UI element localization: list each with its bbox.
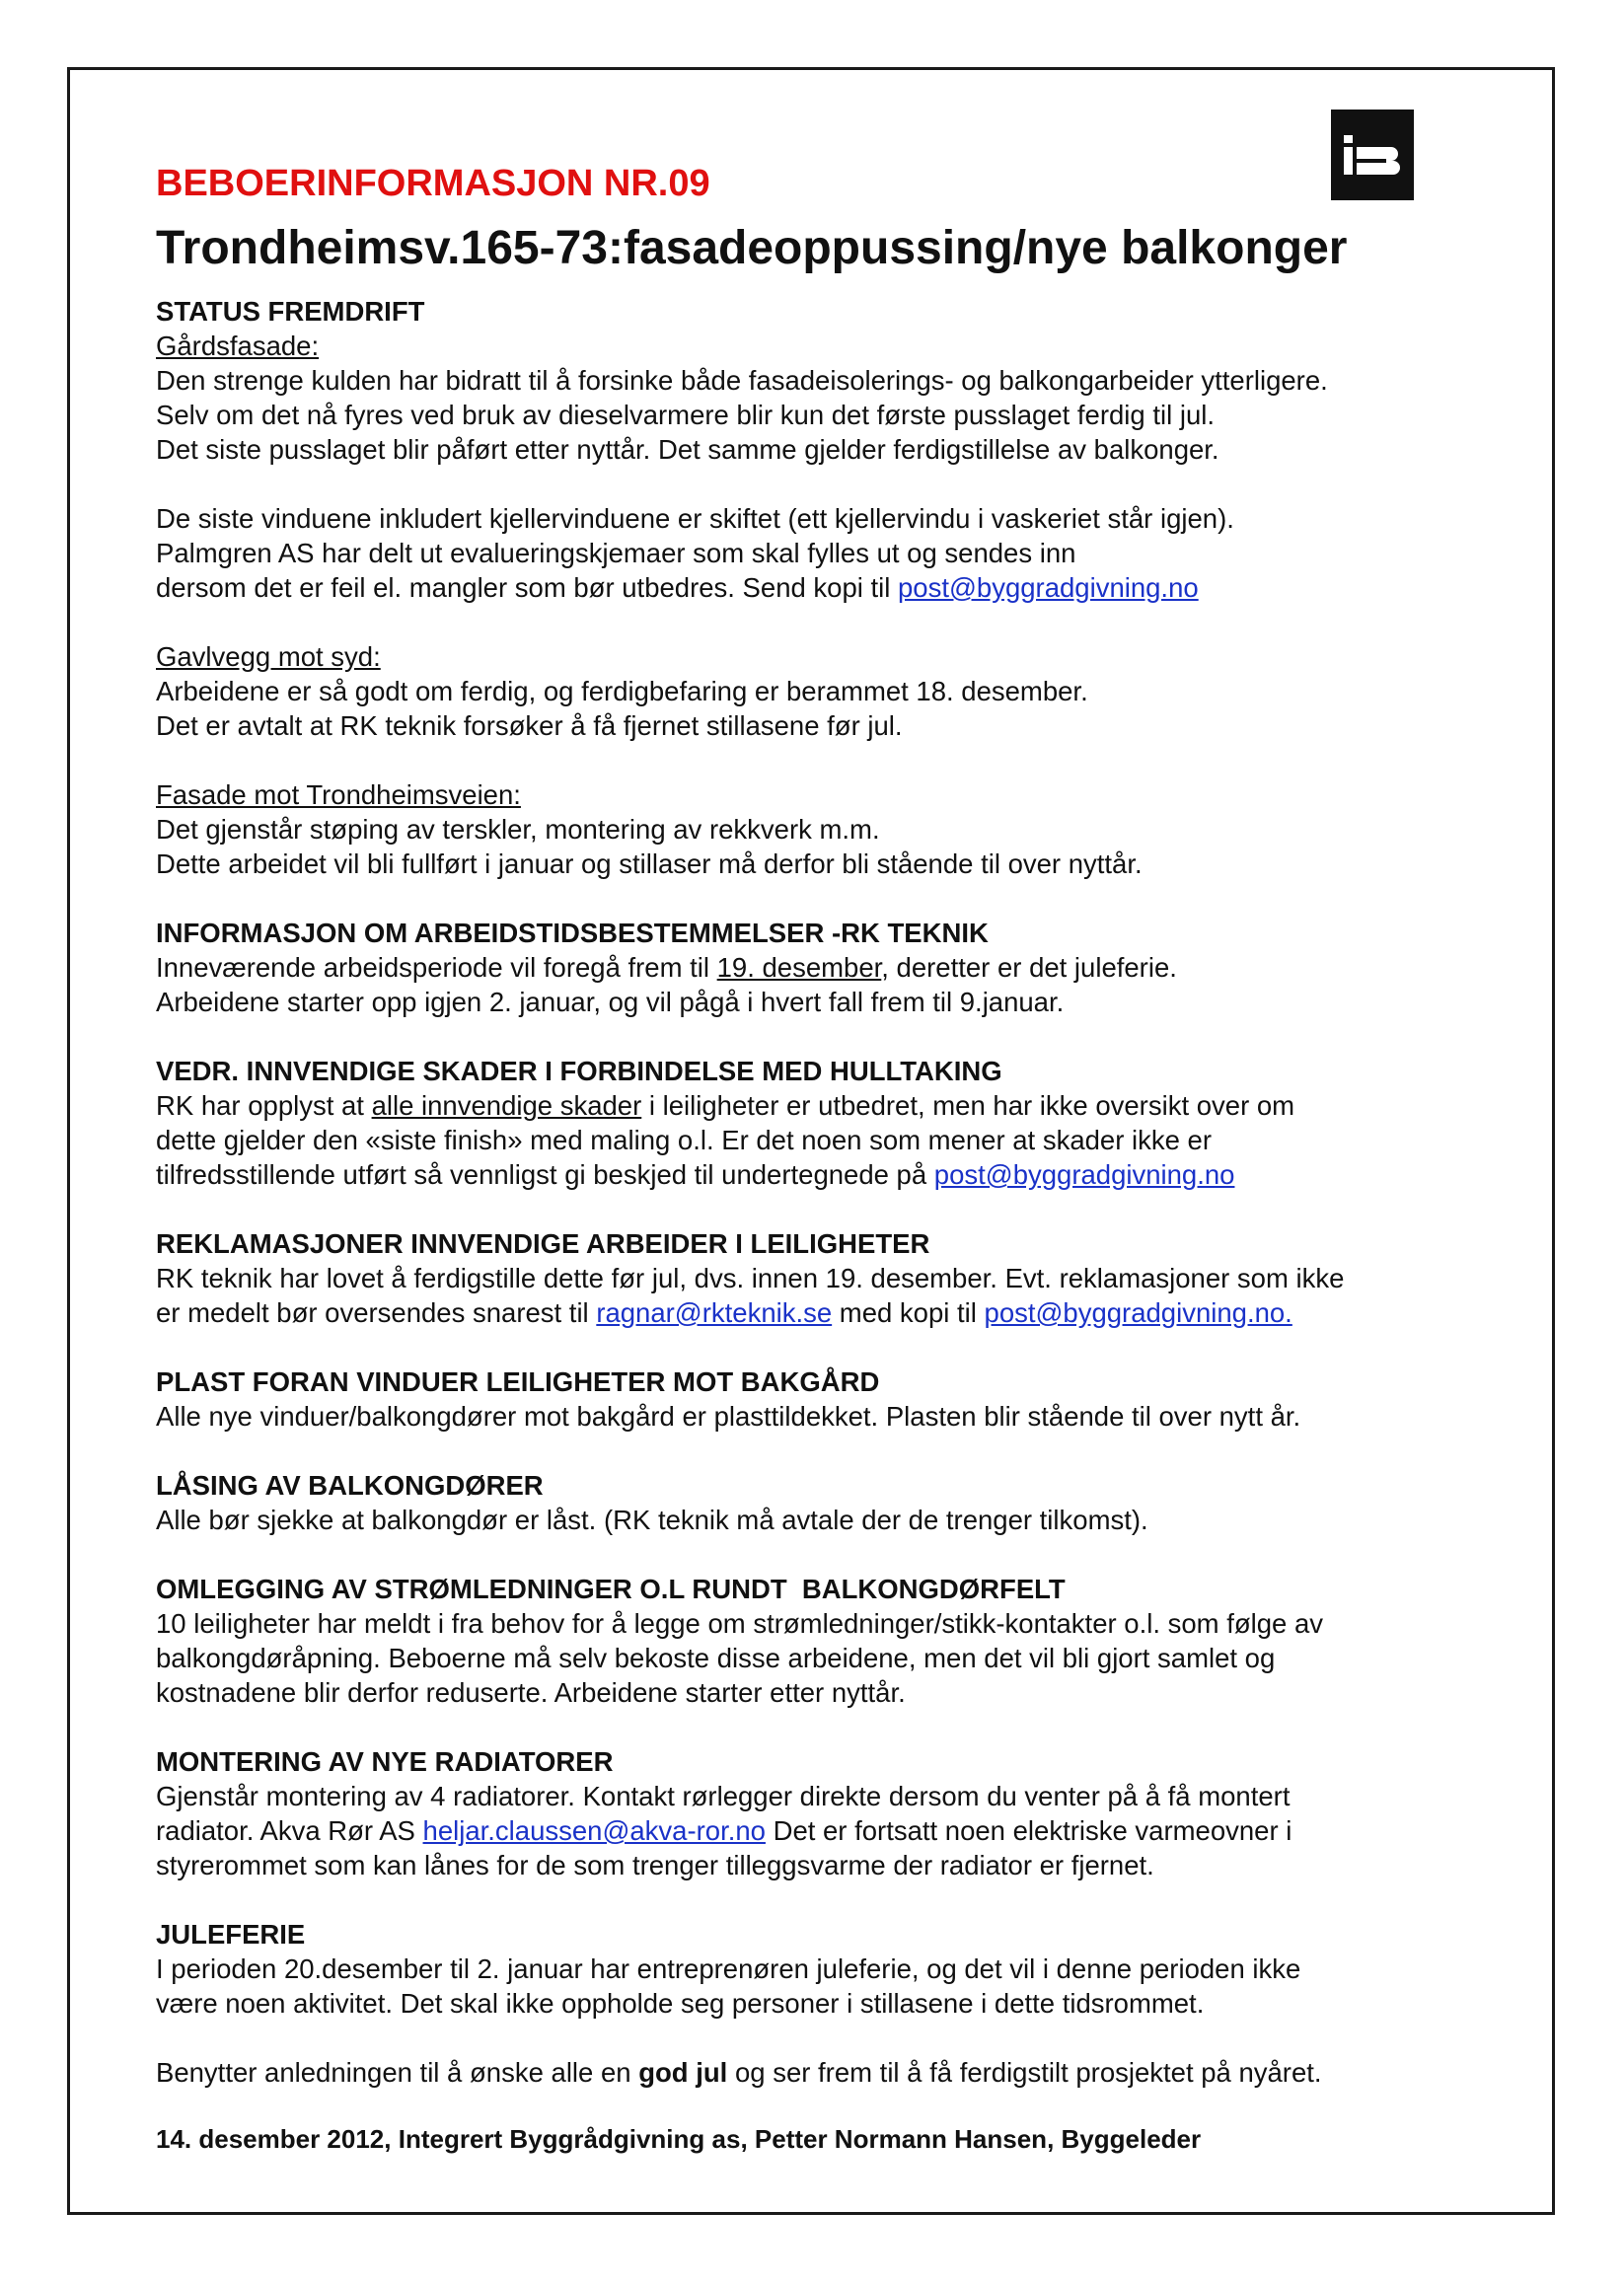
text-span: Inneværende arbeidsperiode vil foregå frem til [156, 952, 717, 983]
text-line: Arbeidene starter opp igjen 2. januar, og vil pågå i hvert fall frem til 9.januar. [156, 987, 1065, 1017]
section-plast [156, 1364, 1503, 1434]
text-span: er medelt bør oversendes snarest til [156, 1297, 597, 1328]
text-line: I perioden 20.desember til 2. januar har entreprenøren juleferie, og det vil i denne perioden ikke [156, 1953, 1301, 1984]
underlined-date: 19. desember [716, 952, 882, 983]
email-link-ragnar[interactable]: ragnar@rkteknik.se [596, 1297, 833, 1328]
text-span: med kopi til [832, 1297, 985, 1328]
text-line: Gjenstår montering av 4 radiatorer. Kontakt rørlegger direkte dersom du venter på å få montert [156, 1781, 1291, 1811]
text-line: Det er avtalt at RK teknik forsøker å få fjernet stillasene før jul. [156, 710, 903, 741]
text-line [156, 950, 1503, 985]
document-body [156, 160, 1503, 2157]
paragraph-gavlvegg [156, 639, 1503, 743]
text-line [156, 570, 1503, 605]
text-line: Selv om det nå fyres ved bruk av dieselvarmere blir kun det første pusslaget ferdig til jul. [156, 400, 1215, 430]
text-line: 10 leiligheter har meldt i fra behov for å legge om strømledninger/stikk-kontakter o.l. som følge av [156, 1608, 1324, 1639]
text-span: i leiligheter er utbedret, men har ikke oversikt over om [641, 1090, 1295, 1121]
text-line: styrerommet som kan lånes for de som trenger tilleggsvarme der radiator er fjernet. [156, 1850, 1154, 1880]
section-title-arbeidstid: INFORMASJON OM ARBEIDSTIDSBESTEMMELSER -RK TEKNIK [156, 918, 989, 948]
section-juleferie [156, 1917, 1503, 2021]
text-line: balkongdøråpning. Beboerne må selv bekoste disse arbeidene, men det vil bli gjort samlet og [156, 1643, 1276, 1673]
paragraph-vinduer [156, 501, 1503, 605]
text-span: Det er fortsatt noen elektriske varmeovner i [765, 1815, 1292, 1846]
text-span: Benytter anledningen til å ønske alle en [156, 2057, 639, 2088]
text-line: Det siste pusslaget blir påført etter nyttår. Det samme gjelder ferdigstillelse av balkonger. [156, 434, 1219, 465]
text-line: Palmgren AS har delt ut evalueringskjemaer som skal fylles ut og sendes inn [156, 538, 1076, 568]
section-title-reklamasjoner: REKLAMASJONER INNVENDIGE ARBEIDER I LEILIGHETER [156, 1228, 930, 1259]
text-span: og ser frem til å få ferdigstilt prosjektet på nyåret. [727, 2057, 1322, 2088]
text-line [156, 1813, 1503, 1848]
subtitle-gavlvegg: Gavlvegg mot syd: [156, 641, 381, 672]
text-span: dersom det er feil el. mangler som bør utbedres. Send kopi til [156, 572, 899, 603]
section-title-omlegging: OMLEGGING AV STRØMLEDNINGER O.L RUNDT BALKONGDØRFELT [156, 1574, 1066, 1604]
email-link-post[interactable]: post@byggradgivning.no. [984, 1297, 1292, 1328]
underlined-text: alle innvendige skader [371, 1090, 642, 1121]
document-label: BEBOERINFORMASJON NR.09 [156, 163, 710, 204]
text-span: , deretter er det juleferie. [881, 952, 1177, 983]
text-line [156, 1295, 1503, 1330]
subtitle-trondheimsveien: Fasade mot Trondheimsveien: [156, 779, 521, 810]
section-title-lasing: LÅSING AV BALKONGDØRER [156, 1470, 544, 1501]
text-line: Arbeidene er så godt om ferdig, og ferdigbefaring er berammet 18. desember. [156, 676, 1088, 706]
section-title-juleferie: JULEFERIE [156, 1919, 306, 1950]
paragraph-gardsfasade [156, 363, 1503, 467]
text-line: Alle nye vinduer/balkongdører mot bakgård er plasttildekket. Plasten blir stående til over nytt år. [156, 1401, 1301, 1432]
section-arbeidstid [156, 916, 1503, 1019]
text-span: RK har opplyst at [156, 1090, 372, 1121]
section-status [156, 294, 1503, 881]
text-line: kostnadene blir derfor reduserte. Arbeidene starter etter nyttår. [156, 1677, 906, 1708]
text-line: dette gjelder den «siste finish» med maling o.l. Er det noen som mener at skader ikke er [156, 1125, 1213, 1155]
section-title-radiatorer: MONTERING AV NYE RADIATORER [156, 1746, 614, 1777]
email-link-post[interactable]: post@byggradgivning.no [933, 1159, 1235, 1190]
section-title-plast: PLAST FORAN VINDUER LEILIGHETER MOT BAKGÅRD [156, 1366, 880, 1397]
section-title-skader: VEDR. INNVENDIGE SKADER I FORBINDELSE MED HULLTAKING [156, 1056, 1002, 1086]
bold-text: god jul [638, 2057, 728, 2088]
section-reklamasjoner [156, 1226, 1503, 1330]
paragraph-trondheimsveien [156, 777, 1503, 881]
text-line [156, 1157, 1503, 1192]
section-radiatorer [156, 1744, 1503, 1882]
section-omlegging [156, 1572, 1503, 1710]
text-line: De siste vinduene inkludert kjellervinduene er skiftet (ett kjellervindu i vaskeriet står igjen). [156, 503, 1234, 534]
text-line: Den strenge kulden har bidratt til å forsinke både fasadeisolerings- og balkongarbeider ytterligere. [156, 365, 1328, 396]
text-line: Det gjenstår støping av terskler, montering av rekkverk m.m. [156, 814, 880, 845]
closing-greeting [156, 2055, 1503, 2090]
text-span: tilfredsstillende utført så vennligst gi beskjed til undertegnede på [156, 1159, 934, 1190]
section-skader [156, 1054, 1503, 1192]
section-lasing [156, 1468, 1503, 1537]
text-line: RK teknik har lovet å ferdigstille dette før jul, dvs. innen 19. desember. Evt. reklamasjoner som ikke [156, 1263, 1345, 1293]
email-link-post[interactable]: post@byggradgivning.no [898, 572, 1199, 603]
subtitle-gardsfasade: Gårdsfasade: [156, 331, 320, 361]
document-title: Trondheimsv.165-73:fasadeoppussing/nye balkonger [156, 222, 1348, 274]
text-line: Alle bør sjekke at balkongdør er låst. (RK teknik må avtale der de trenger tilkomst). [156, 1505, 1148, 1535]
footer-signature: 14. desember 2012, Integrert Byggrådgivning as, Petter Normann Hansen, Byggeleder [156, 2124, 1202, 2154]
email-link-heljar[interactable]: heljar.claussen@akva-ror.no [422, 1815, 766, 1846]
text-line [156, 1088, 1503, 1123]
text-line: være noen aktivitet. Det skal ikke oppholde seg personer i stillasene i dette tidsrommet. [156, 1988, 1205, 2019]
text-span: radiator. Akva Rør AS [156, 1815, 423, 1846]
section-title-status: STATUS FREMDRIFT [156, 296, 425, 327]
text-line: Dette arbeidet vil bli fullført i januar og stillaser må derfor bli stående til over nyttår. [156, 848, 1143, 879]
